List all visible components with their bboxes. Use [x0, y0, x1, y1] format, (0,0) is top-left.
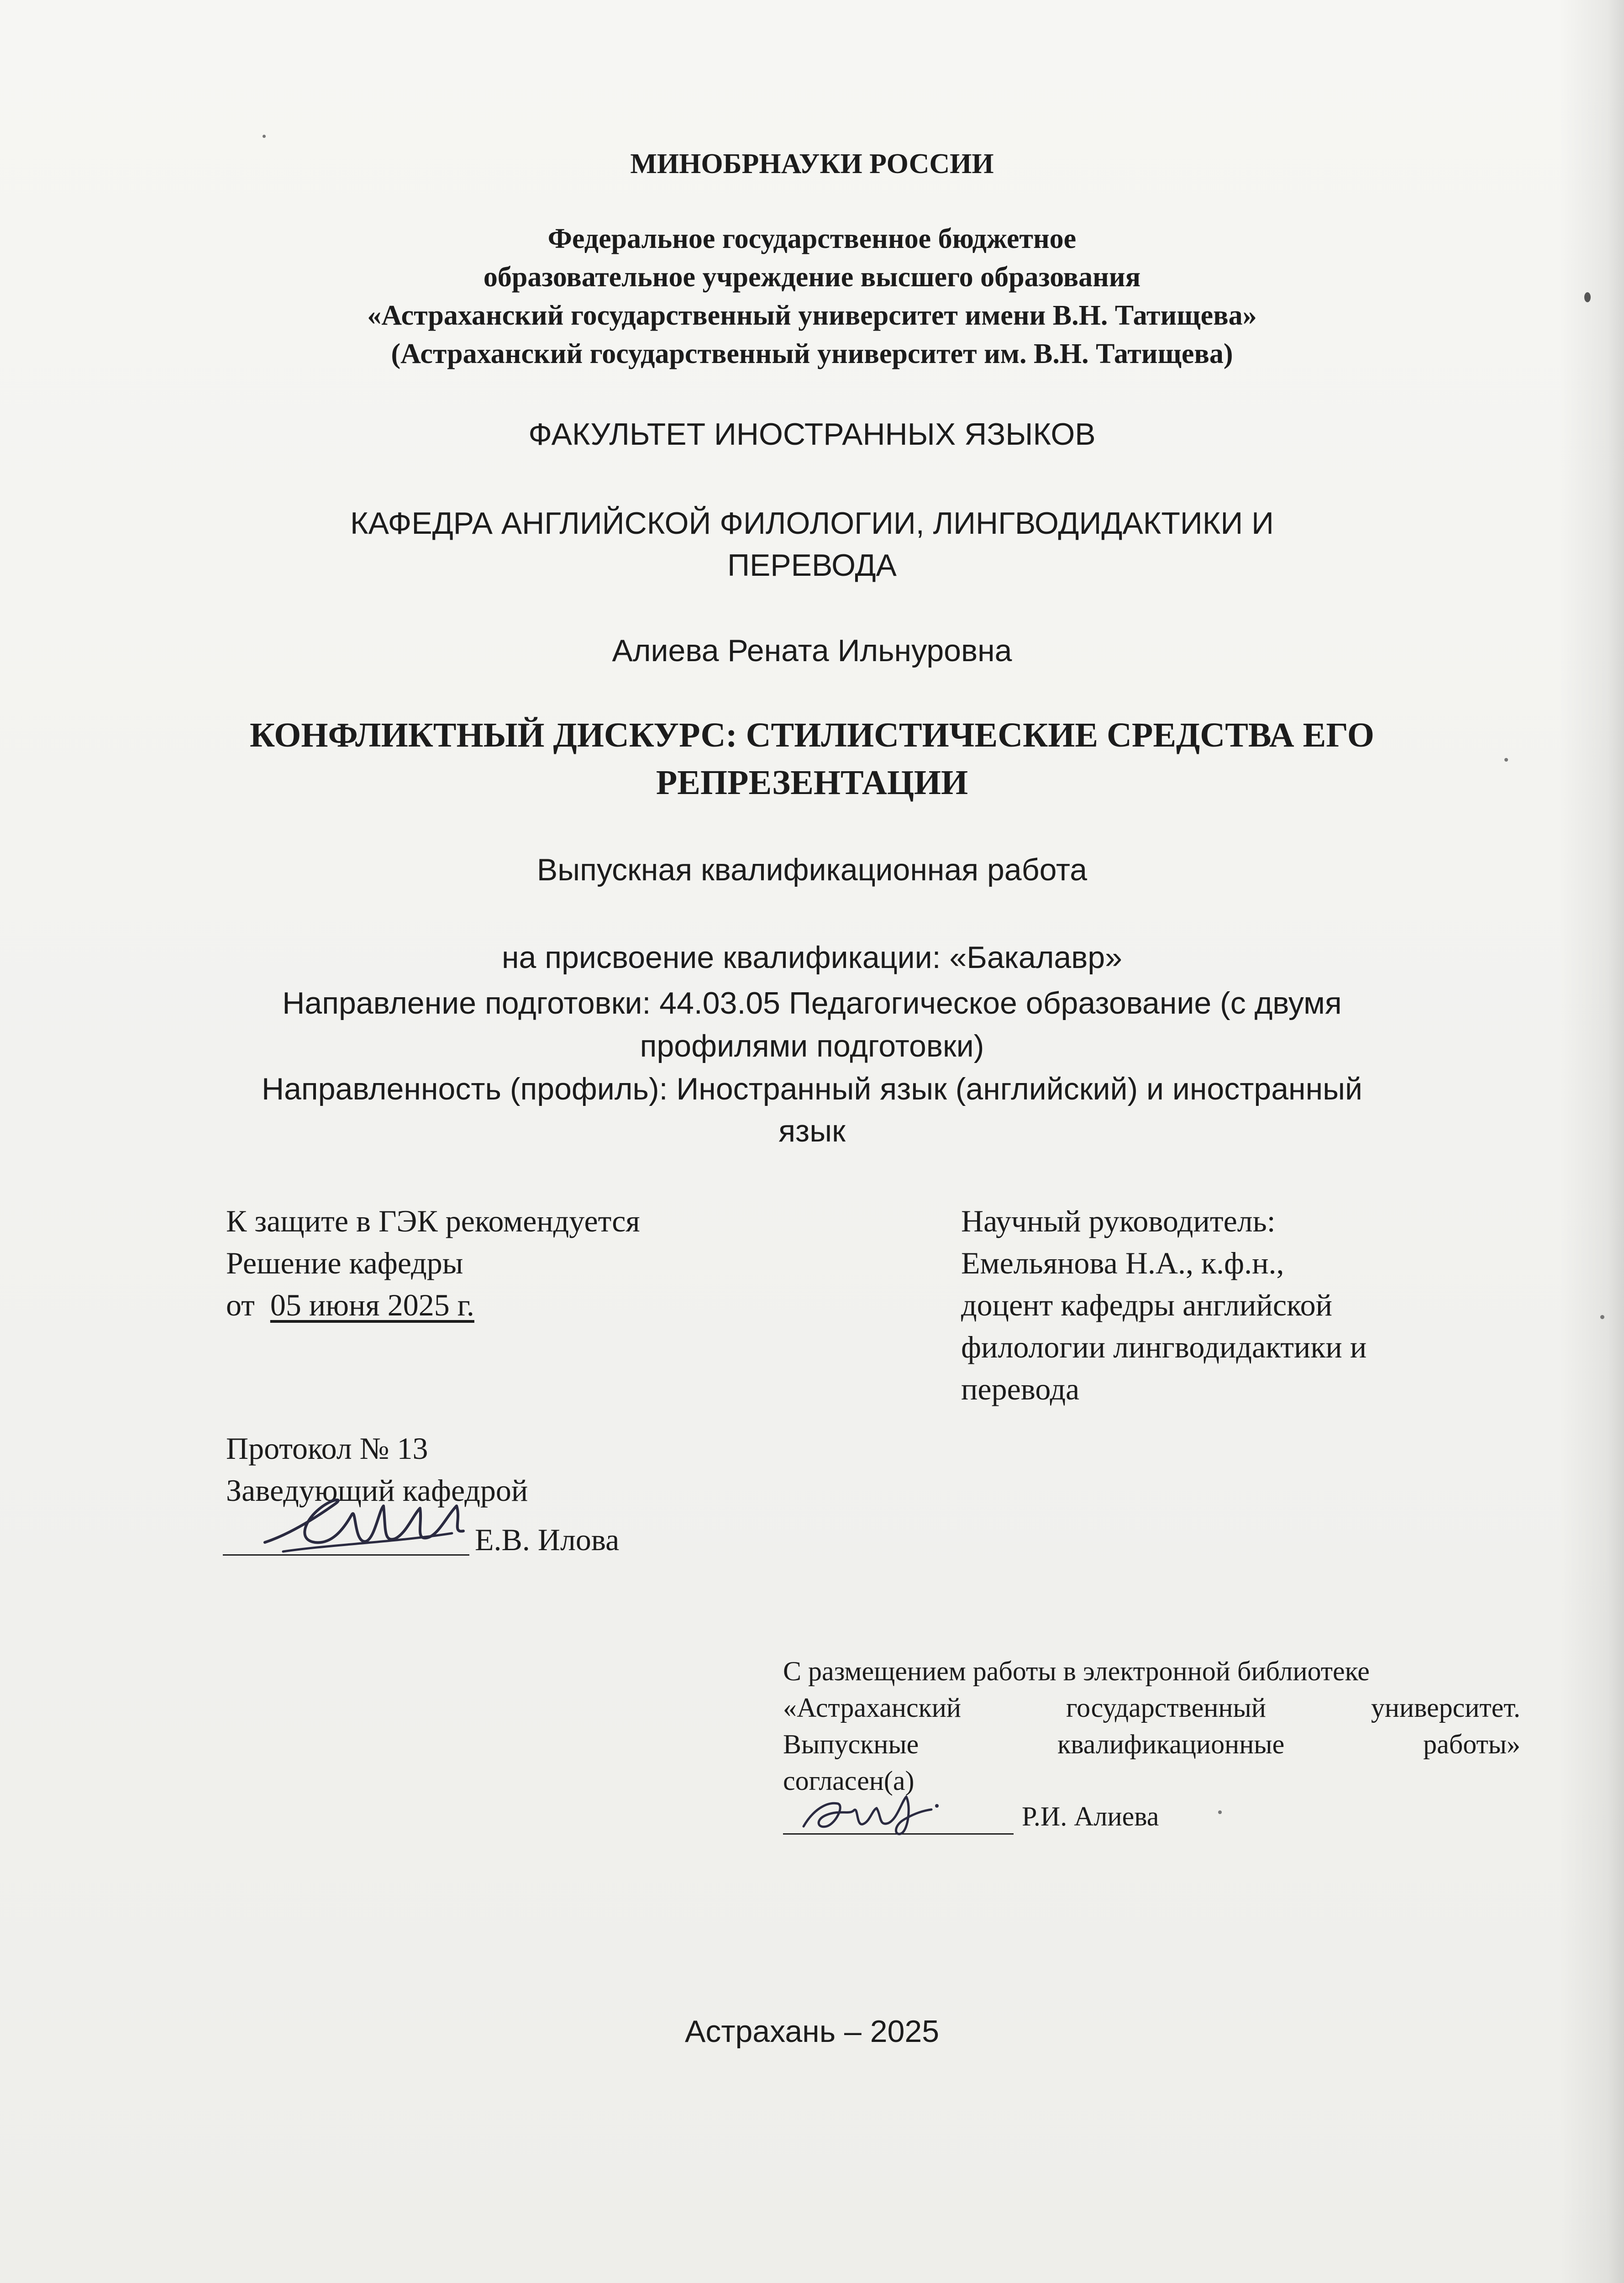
student-name: Р.И. Алиева [1022, 1801, 1159, 1831]
consent-line-1: С размещением работы в электронной библиотеке [783, 1656, 1370, 1686]
student-signature [794, 1783, 945, 1842]
author-name: Алиева Рената Ильнуровна [612, 633, 1012, 668]
department-decision: Решение кафедры [226, 1246, 463, 1280]
supervisor-line-4: перевода [961, 1372, 1080, 1406]
scan-speck [1504, 758, 1508, 762]
scan-speck [1600, 1315, 1604, 1319]
consent-line-3 [783, 1726, 1520, 1762]
supervisor-line-1: Емельянова Н.А., к.ф.н., [961, 1246, 1284, 1280]
head-name: Е.В. Илова [475, 1522, 620, 1557]
direction-line-2: профилями подготовки) [640, 1029, 984, 1063]
supervisor-block [961, 1200, 1366, 1410]
institution-line-4: (Астраханский государственный университет им. В.Н. Татищева) [391, 338, 1233, 369]
institution-line-2: образовательное учреждение высшего образования [483, 262, 1141, 293]
faculty-name: ФАКУЛЬТЕТ ИНОСТРАННЫХ ЯЗЫКОВ [528, 417, 1096, 452]
supervisor-line-2: доцент кафедры английской [961, 1288, 1332, 1322]
institution-line-1: Федеральное государственное бюджетное [547, 223, 1077, 254]
consent-word: университет. [1371, 1693, 1520, 1723]
consent-line-4: согласен(а) [783, 1766, 914, 1796]
scan-speck [1584, 292, 1591, 302]
thesis-title-line-1: КОНФЛИКТНЫЙ ДИСКУРС: СТИЛИСТИЧЕСКИЕ СРЕДСТВА ЕГО [250, 716, 1374, 754]
decision-date: 05 июня 2025 г. [270, 1288, 474, 1322]
defense-recommendation: К защите в ГЭК рекомендуется [226, 1204, 640, 1238]
thesis-title-line-2: РЕПРЕЗЕНТАЦИИ [656, 763, 968, 802]
work-type: Выпускная квалификационная работа [536, 852, 1088, 887]
consent-word: работы» [1423, 1729, 1520, 1759]
scan-speck [263, 135, 266, 138]
defense-block [226, 1200, 640, 1326]
head-of-department-label: Заведующий кафедрой [226, 1473, 528, 1508]
consent-word: квалификационные [1057, 1729, 1285, 1759]
consent-word: «Астраханский [783, 1693, 961, 1723]
decision-date-line [226, 1284, 640, 1326]
consent-line-2 [783, 1689, 1520, 1726]
scan-speck [1218, 1810, 1222, 1814]
protocol-number: Протокол № 13 [226, 1431, 428, 1466]
supervisor-label: Научный руководитель: [961, 1204, 1276, 1238]
department-line-2: ПЕРЕВОДА [727, 548, 897, 583]
qualification: на присвоение квалификации: «Бакалавр» [501, 940, 1122, 975]
date-prefix: от [226, 1288, 255, 1322]
head-signature [256, 1488, 470, 1565]
institution-line-3: «Астраханский государственный университет имени В.Н. Татищева» [367, 300, 1257, 331]
consent-word: Выпускные [783, 1729, 919, 1759]
department-line-1: КАФЕДРА АНГЛИЙСКОЙ ФИЛОЛОГИИ, ЛИНГВОДИДАКТИКИ И [350, 506, 1274, 541]
consent-word: государственный [1066, 1693, 1266, 1723]
city-year: Астрахань – 2025 [684, 2014, 940, 2049]
consent-block [783, 1653, 1520, 1799]
ministry-heading: МИНОБРНАУКИ РОССИИ [630, 148, 994, 179]
supervisor-line-3: филологии лингводидактики и [961, 1330, 1367, 1364]
direction-line-1: Направление подготовки: 44.03.05 Педагогическое образование (с двумя [282, 986, 1342, 1021]
profile-line-2: язык [778, 1114, 846, 1148]
profile-line-1: Направленность (профиль): Иностранный язык (английский) и иностранный [261, 1072, 1362, 1106]
